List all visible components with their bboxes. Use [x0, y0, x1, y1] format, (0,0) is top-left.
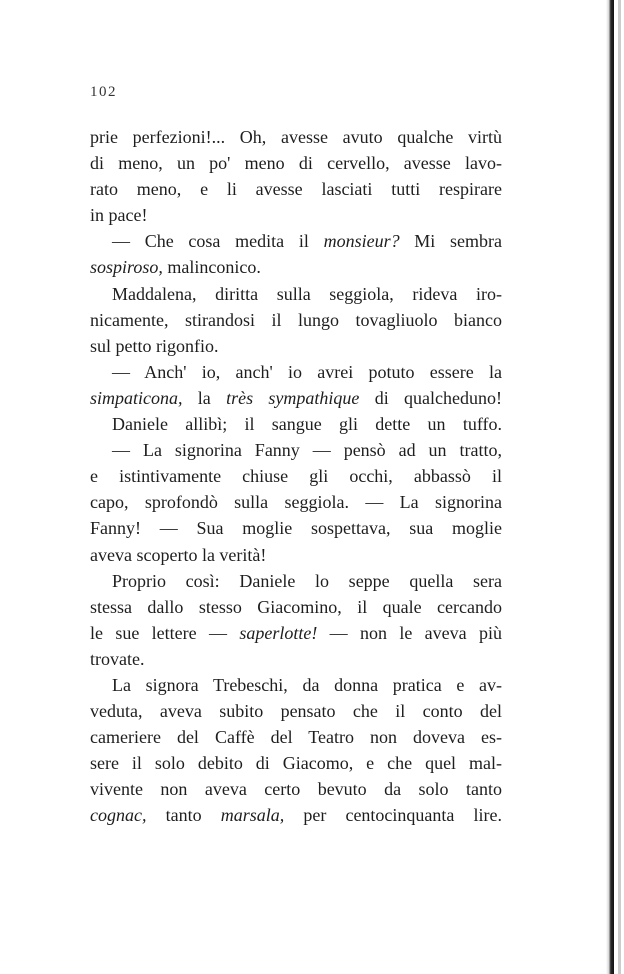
text-line [90, 568, 502, 594]
text-line [90, 176, 502, 202]
text-segment: rato meno, e li avesse lasciati tutti respirare [90, 179, 502, 200]
italic-text: monsieur? [323, 231, 400, 252]
text-segment: in pace! [90, 205, 148, 226]
text-line [90, 698, 502, 724]
text-line [90, 333, 502, 359]
text-line [90, 385, 502, 411]
text-segment: Daniele allibì; il sangue gli dette un tuffo. [112, 414, 502, 435]
text-segment: Mi sembra [399, 231, 503, 252]
text-line [90, 542, 502, 568]
text-segment: le sue lettere — [90, 622, 240, 643]
text-segment: — La signorina Fanny — pensò ad un tratto, [112, 440, 502, 461]
text-segment: nicamente, stirandosi il lungo tovagliuolo bianco [90, 309, 502, 330]
text-segment: capo, sprofondò sulla seggiola. — La signorina [90, 492, 502, 513]
body-text [90, 124, 502, 829]
page-binding-edge [606, 0, 614, 974]
text-segment: sere il solo debito di Giacomo, e che quel mal- [90, 753, 502, 774]
italic-text: marsala, [220, 805, 285, 826]
italic-text: sospiroso, [90, 257, 163, 278]
text-line [90, 150, 502, 176]
italic-text: saperlotte! [239, 622, 318, 643]
page-outer-edge [618, 0, 621, 974]
text-segment: — Che cosa medita il [112, 231, 324, 252]
italic-text: simpaticona, [90, 387, 183, 408]
text-line [90, 489, 502, 515]
text-line [90, 124, 502, 150]
text-segment: la [182, 387, 227, 408]
text-line [90, 594, 502, 620]
text-line [90, 463, 502, 489]
text-line [90, 307, 502, 333]
text-line [90, 281, 502, 307]
text-line [90, 411, 502, 437]
text-line [90, 672, 502, 698]
text-segment: veduta, aveva subito pensato che il conto del [90, 701, 502, 722]
text-segment: di qualcheduno! [359, 387, 502, 408]
text-line [90, 776, 502, 802]
text-segment: aveva scoperto la verità! [90, 544, 267, 565]
text-segment: Fanny! — Sua moglie sospettava, sua moglie [90, 518, 502, 539]
text-line [90, 202, 502, 228]
text-line [90, 254, 502, 280]
text-segment: vivente non aveva certo bevuto da solo tanto [90, 779, 502, 800]
text-segment: sul petto rigonfio. [90, 335, 219, 356]
text-line [90, 515, 502, 541]
page-number: 102 [90, 84, 117, 100]
text-line [90, 620, 502, 646]
text-line [90, 724, 502, 750]
text-segment: prie perfezioni!... Oh, avesse avuto qualche virtù [90, 127, 502, 147]
text-line [90, 228, 502, 254]
text-segment: — non le aveva più [317, 622, 502, 643]
text-segment: e istintivamente chiuse gli occhi, abbassò il [90, 466, 502, 487]
text-segment: — Anch' io, anch' io avrei potuto essere la [112, 361, 502, 382]
text-segment: malinconico. [162, 257, 261, 278]
text-line [90, 750, 502, 776]
text-segment: trovate. [90, 648, 145, 669]
text-segment: Proprio così: Daniele lo seppe quella sera [112, 570, 502, 591]
text-line [90, 646, 502, 672]
italic-text: très sympathique [226, 387, 360, 408]
text-segment: per centocinquanta lire. [284, 805, 502, 826]
text-line [90, 437, 502, 463]
text-line [90, 802, 502, 828]
text-segment: La signora Trebeschi, da donna pratica e av- [112, 674, 502, 695]
text-segment: stessa dallo stesso Giacomino, il quale cercando [90, 596, 502, 617]
text-segment: tanto [146, 805, 221, 826]
text-line [90, 359, 502, 385]
text-segment: di meno, un po' meno di cervello, avesse lavo- [90, 153, 502, 174]
text-segment: cameriere del Caffè del Teatro non doveva es- [90, 727, 502, 748]
italic-text: cognac, [90, 805, 147, 826]
text-segment: Maddalena, diritta sulla seggiola, rideva iro- [112, 283, 502, 304]
